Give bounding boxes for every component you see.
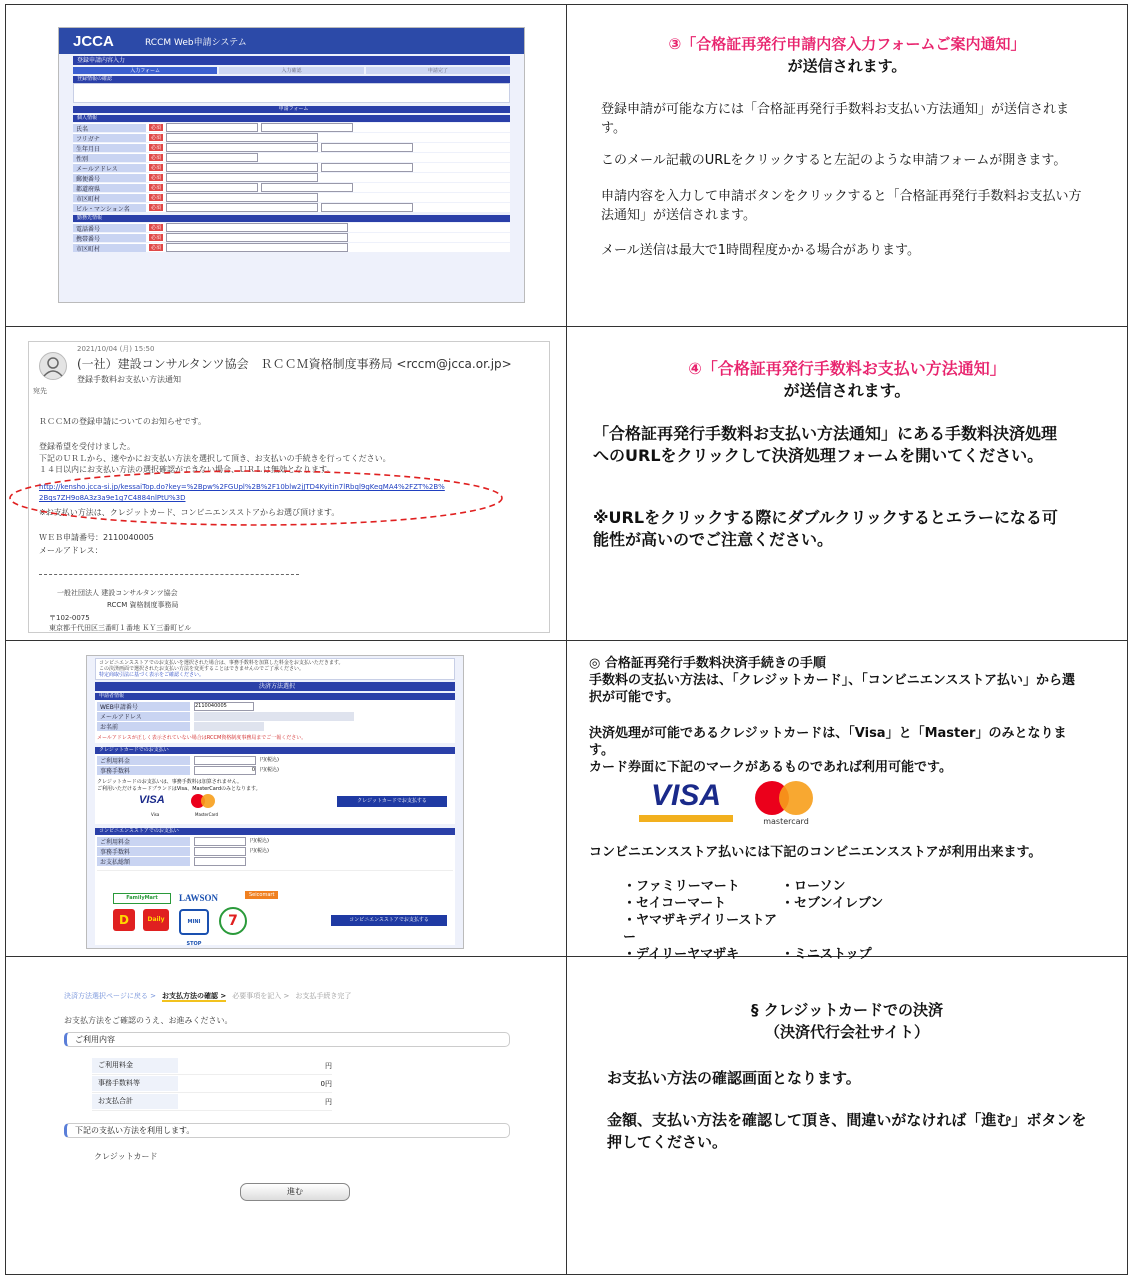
row4-para-2: 金額、支払い方法を確認して頂き、間違いがなければ「進む」ボタンを押してください。 (607, 1111, 1087, 1151)
yamazaki-logo: D (113, 909, 135, 931)
familymart-logo: FamilyMart (113, 893, 171, 904)
form-field-input[interactable] (166, 143, 318, 152)
required-badge: 必須 (151, 145, 162, 151)
check-text (73, 83, 510, 103)
form-field-input[interactable] (166, 203, 318, 212)
section-check: 登録情報の確認 (73, 76, 510, 83)
form-row (73, 183, 510, 192)
signature-divider (39, 574, 299, 575)
section-select: 決済方法選択 (95, 682, 455, 691)
store-name: ・セイコーマート (623, 896, 727, 911)
detail-value: 円 (325, 1061, 332, 1070)
credit-office-fee-label: 事務手数料 (97, 766, 190, 775)
required-badge: 必須 (151, 205, 162, 211)
mail-to: 宛先 (33, 387, 47, 395)
row1-para-4: メール送信は最大で1時間程度かかる場合があります。 (601, 243, 920, 258)
row3-para-1: 手数料の支払い方法は、「クレジットカード」、「コンビニエンスストア払い」から選択が可能です。 (589, 673, 1076, 705)
seicomart-logo: Seicomart (245, 891, 278, 899)
section-office: 勤務先情報 (73, 215, 510, 222)
row1-para-1: 登録申請が可能な方には「合格証再発行手数料お支払い方法通知」が送信されます。 (601, 102, 1070, 136)
form-field-label: 市区町村 (73, 194, 146, 202)
lawson-logo: LAWSON (179, 893, 219, 903)
url-line-2: 2Bqs7ZH9o8A3z3a9e1g7C4884nlPtU%3D (39, 494, 186, 502)
daily-logo: Daily (143, 909, 169, 931)
row2-title-1: ④「合格証再発行手数料お支払い方法通知」 (688, 359, 1006, 378)
form-field-input[interactable] (166, 173, 318, 182)
instruction-table (5, 4, 1128, 1275)
visa-logo (639, 779, 733, 827)
section-detail (64, 1032, 510, 1047)
row1-para-3: 申請内容を入力して申請ボタンをクリックすると「合格証再発行手数料お支払い方法通知」が送信されます。 (601, 189, 1082, 223)
name-label: お名前 (97, 722, 190, 731)
conv-use-fee-unit: 円(税込) (250, 838, 269, 844)
mail-date: 2021/10/04 (月) 15:50 (77, 345, 155, 353)
mail-body-5: ※お支払い方法は、クレジットカード、コンビニエンスストアからお選び頂けます。 (39, 508, 340, 517)
form-field-label: 電話番号 (73, 224, 146, 232)
form-screenshot (58, 27, 525, 303)
warn-text: メールアドレスが正しく表示されていない場合はRCCM資格制度事務局までご一報ください。 (97, 735, 307, 741)
form-field-input[interactable] (166, 123, 258, 132)
notice-box (95, 658, 455, 680)
jcca-logo: JCCA (73, 33, 114, 50)
credit-use-fee-input (194, 756, 256, 765)
required-badge: 必須 (151, 135, 162, 141)
visa-logo-stripe (639, 815, 733, 822)
form-field-input[interactable] (166, 133, 318, 142)
form-row (73, 203, 510, 212)
detail-label: 事務手数料等 (92, 1076, 178, 1091)
form-row (73, 123, 510, 132)
row4-title-2: （決済代行会社サイト） (765, 1023, 929, 1041)
detail-row (92, 1057, 332, 1075)
notice-1: コンビニエンスストアでのお支払いを選択された場合は、事務手数料を加算した料金をお支払いただきます。 (99, 660, 344, 666)
form-field-label: 郵便番号 (73, 174, 146, 182)
required-badge: 必須 (151, 195, 162, 201)
row4-screenshot-cell (6, 957, 567, 1275)
section-method-label: 下記の支払い方法を利用します。 (75, 1126, 195, 1135)
row3-para-4: コンビニエンスストア払いには下記のコンビニエンスストアが利用出来ます。 (589, 845, 1042, 860)
conv-office-fee-label: 事務手数料 (97, 847, 190, 856)
form-header (59, 28, 524, 54)
form-field-input[interactable] (261, 183, 353, 192)
conv-use-fee-label: ご利用料金 (97, 837, 190, 846)
form-field-input[interactable] (321, 163, 413, 172)
form-row (73, 143, 510, 152)
step-bar (73, 67, 510, 74)
row1-screenshot-cell (6, 5, 567, 327)
row2-screenshot-cell (6, 327, 567, 641)
mastercard-logo-text: mastercard (763, 817, 809, 826)
row2-title-2: が送信されます。 (783, 381, 911, 400)
breadcrumb-step: お支払手続き完了 (295, 992, 352, 1000)
mastercard-logo (751, 779, 821, 827)
form-field-input[interactable] (321, 143, 413, 152)
form-field-label: 氏名 (73, 124, 146, 132)
detail-value: 円 (325, 1097, 332, 1106)
payment-select-screenshot (86, 655, 464, 949)
row2-para-2: ※URLをクリックする際にダブルクリックするとエラーになる可能性が高いのでご注意ください。 (593, 508, 1058, 549)
required-badge: 必須 (151, 175, 162, 181)
conv-use-fee-input (194, 837, 246, 846)
form-field-label: フリガナ (73, 134, 146, 142)
next-button[interactable]: 進む (240, 1183, 350, 1201)
method-text: クレジットカード (94, 1152, 158, 1161)
store-name: ・ローソン (781, 879, 846, 894)
mail-address: メールアドレス： (39, 546, 103, 555)
sig-4: 東京都千代田区三番町１番地 ＫＹ三番町ビル (49, 624, 192, 632)
row4-title-1: § クレジットカードでの決済 (751, 1001, 943, 1019)
required-badge: 必須 (151, 155, 162, 161)
form-field-label: ビル・マンション名 (73, 204, 146, 212)
sig-1: 一般社団法人 建設コンサルタンツ協会 (57, 589, 178, 597)
form-field-label: 都道府県 (73, 184, 146, 192)
mail-subject: 登録手数料お支払い方法通知 (77, 375, 181, 384)
web-no-label: WEB申請番号 (97, 702, 190, 711)
applicant-box (95, 700, 455, 743)
conv-office-fee-unit: 円(税込) (250, 848, 269, 854)
form-row (73, 163, 510, 172)
credit-use-fee-label: ご利用料金 (97, 756, 190, 765)
store-name: ・セブンイレブン (781, 896, 884, 911)
section-credit: クレジットカードでのお支払い (95, 747, 455, 754)
conv-office-fee-input (194, 847, 246, 856)
visa-logo-text: VISA (650, 779, 722, 812)
form-field-label: メールアドレス (73, 164, 146, 172)
form-row (73, 233, 510, 242)
row2-para-1: 「合格証再発行手数料お支払い方法通知」にある手数料決済処理へのURLをクリックして決済処理フォームを開いてください。 (593, 424, 1058, 465)
required-badge: 必須 (151, 225, 162, 231)
store-name: ・ミニストップ (781, 947, 872, 962)
form-field-input[interactable] (166, 163, 318, 172)
row1-title-2: が送信されます。 (787, 57, 907, 75)
form-field-input[interactable] (166, 183, 258, 192)
form-row (73, 243, 510, 252)
store-list (623, 878, 963, 963)
conv-total-input (194, 857, 246, 866)
detail-row (92, 1093, 332, 1111)
credit-office-fee-unit: 円(税込) (260, 767, 279, 773)
store-row (623, 895, 963, 912)
person-icon (40, 353, 66, 379)
detail-rows (92, 1057, 510, 1111)
mini-master-logo (191, 794, 215, 808)
row3-heading: ◎ 合格証再発行手数料決済手続きの手順 (589, 656, 826, 671)
back-link[interactable]: 決済方法選択ページに戻る > (64, 992, 156, 1000)
required-badge: 必須 (151, 185, 162, 191)
mail-body-1: ＲＣＣＭの登録申請についてのお知らせです。 (39, 417, 206, 426)
confirm-screenshot (64, 991, 510, 1213)
required-badge: 必須 (151, 165, 162, 171)
required-badge: 必須 (151, 235, 162, 241)
detail-value: 0円 (320, 1079, 332, 1088)
row3-para-2: 決済処理が可能であるクレジットカードは、「Visa」と「Master」のみとなります。 (589, 726, 1067, 758)
ministop-logo: MINI STOP (179, 909, 209, 935)
section-form: 申請フォーム (73, 106, 510, 113)
row1-title-1: ③「合格証再発行申請内容入力フォームご案内通知」 (668, 35, 1026, 53)
form-row (73, 133, 510, 142)
form-field-input[interactable] (166, 233, 348, 242)
breadcrumb-step: 必要事項を記入 > (232, 992, 290, 1000)
notice-2: この決済画面で選択されたお支払い方法を変更することはできませんのでご了承ください。 (99, 666, 305, 672)
form-field-label: 生年月日 (73, 144, 146, 152)
mail-body-2: 登録希望を受付けました。 (39, 442, 135, 451)
store-name: ・ファミリーマート (623, 879, 740, 894)
seven-eleven-logo: 7 (219, 907, 247, 935)
credit-office-fee-input: 0 (194, 766, 256, 775)
form-field-label: 性別 (73, 154, 146, 162)
store-row (623, 878, 963, 895)
form-title-bar: 登録申請内容入力 (73, 56, 510, 65)
form-field-label: 携帯番号 (73, 234, 146, 242)
credit-note-1: クレジットカードのお支払いは、事務手数料は加算されません。 (97, 779, 243, 785)
sig-2: RCCM 資格制度事務局 (107, 601, 179, 609)
mail-value-masked (194, 712, 354, 721)
url-highlight-ellipse (6, 467, 506, 529)
row2-text-cell (567, 327, 1128, 641)
section-conv: コンビニエンスストアでのお支払い (95, 828, 455, 835)
row1-para-2: このメール記載のURLをクリックすると左記のような申請フォームが開きます。 (601, 153, 1067, 168)
form-field-input[interactable] (166, 153, 258, 162)
mail-body-3: 下記のＵＲＬから、速やかにお支払い方法を選択して頂き、お支払いの手続きを行ってください。 (39, 454, 391, 463)
conv-box (95, 835, 455, 945)
url-line-1: http://kensho.jcca-si.jp/kessaiTop.do?key=%2Bpw%2FGUpl%2B%2F10blw2jJTD4Kyitin7lRbql9gKeqMA4%2FZT%2B% (39, 483, 445, 491)
row3-text-cell (567, 641, 1128, 962)
required-badge: 必須 (151, 125, 162, 131)
name-value-masked (194, 722, 264, 731)
form-rows-office (73, 223, 510, 252)
step-3: 申請完了 (366, 67, 510, 74)
section-applicant: 申請者情報 (95, 693, 455, 700)
mail-web-no: ＷＥＢ申請番号：2110040005 (39, 533, 154, 542)
mini-visa-logo: VISA (139, 794, 165, 806)
intro-text: お支払方法をご確認のうえ、お進みください。 (64, 1016, 233, 1025)
mini-master-caption: MasterCard (195, 812, 219, 817)
form-field-input[interactable] (166, 193, 318, 202)
row3-para-3: カード券面に下記のマークがあるものであれば利用可能です。 (589, 760, 952, 775)
row4-text-cell (567, 957, 1128, 1275)
breadcrumb (64, 991, 510, 1001)
credit-note-2: ご利用いただけるカードブランドはVisa、MasterCardのみとなります。 (97, 786, 261, 792)
form-row (73, 153, 510, 162)
conv-pay-button[interactable]: コンビニエンスストアでお支払する (331, 915, 447, 926)
detail-label: ご利用料金 (92, 1058, 178, 1073)
breadcrumb-step: お支払方法の確認 > (161, 992, 227, 1000)
notice-3-link[interactable]: 特定商取引法に基づく表示をご確認ください。 (99, 672, 205, 678)
form-row (73, 193, 510, 202)
form-field-input[interactable] (166, 243, 348, 252)
form-rows (73, 123, 510, 212)
row3-screenshot-cell (6, 641, 567, 957)
system-title: RCCM Web申請システム (145, 38, 247, 48)
required-badge: 必須 (151, 245, 162, 251)
row1-text-cell (567, 5, 1128, 327)
step-2: 入力確認 (219, 67, 363, 74)
mini-visa-caption: Visa (151, 812, 160, 817)
mail-label: メールアドレス (97, 712, 190, 721)
form-row (73, 173, 510, 182)
step-1: 入力フォーム (73, 67, 217, 74)
row4-para-1: お支払い方法の確認画面となります。 (607, 1069, 861, 1087)
store-name: ・デイリーヤマザキ (623, 947, 740, 962)
form-field-input[interactable] (261, 123, 353, 132)
page (5, 4, 1127, 1276)
section-detail-label: ご利用内容 (75, 1035, 115, 1044)
form-field-label: 市区町村 (73, 244, 146, 252)
credit-pay-button[interactable]: クレジットカードでお支払する (337, 796, 447, 807)
section-method (64, 1123, 510, 1138)
web-no-value: 2110040005 (194, 702, 254, 711)
form-row (73, 223, 510, 232)
sig-3: 〒102-0075 (49, 614, 90, 622)
store-name: ・ヤマザキデイリーストアー (623, 913, 778, 945)
form-field-input[interactable] (166, 223, 348, 232)
mail-body-4: １４日以内にお支払い方法の選択確認ができない場合、ＵＲＬは無効となります。 (39, 465, 335, 474)
detail-label: お支払合計 (92, 1094, 178, 1109)
store-row (623, 912, 963, 946)
credit-box (95, 754, 455, 824)
conv-total-label: お支払総額 (97, 857, 190, 866)
credit-use-fee-unit: 円(税込) (260, 757, 279, 763)
avatar (39, 352, 67, 380)
section-personal: 個人情報 (73, 115, 510, 122)
mail-sender: (一社）建設コンサルタンツ協会 ＲＣＣＭ資格制度事務局 <rccm@jcca.or.jp> (77, 357, 512, 371)
form-field-input[interactable] (321, 203, 413, 212)
detail-row (92, 1075, 332, 1093)
